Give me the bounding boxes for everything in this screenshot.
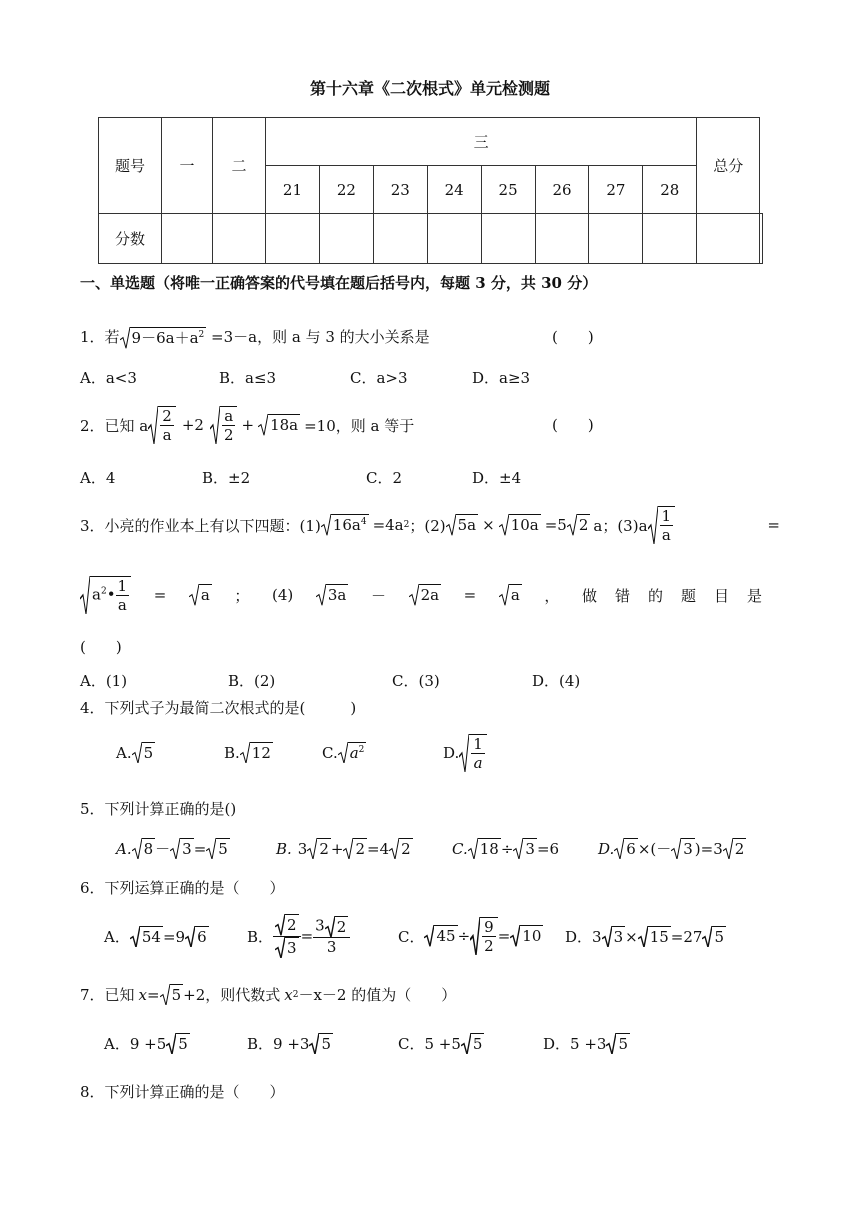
radical: $9-6a+a^2$ bbox=[120, 327, 207, 348]
option-b: B. 12 bbox=[224, 743, 271, 762]
question-6: 6．下列运算正确的是（ ） bbox=[80, 879, 285, 897]
option-d: D．(4) bbox=[532, 672, 581, 690]
option-c: C. $a^2$ bbox=[322, 743, 365, 762]
radical: $\frac{a}{2}$ bbox=[210, 406, 238, 444]
answer-paren: ( ) bbox=[80, 638, 122, 656]
sub-col: 22 bbox=[319, 166, 373, 214]
section-heading: 一、单选题（将唯一正确答案的代号填在题后括号内，每题 3 分，共 30 分） bbox=[80, 274, 598, 292]
score-cell[interactable] bbox=[697, 214, 760, 264]
option-b: B．(2) bbox=[228, 672, 276, 690]
option-c: C．a>3 bbox=[350, 369, 408, 387]
radical: 18a bbox=[258, 414, 300, 435]
answer-paren: ( ) bbox=[552, 328, 594, 346]
sub-col: 28 bbox=[643, 166, 697, 214]
question-4: 4．下列式子为最简二次根式的是( ) bbox=[80, 699, 357, 717]
option-a: A. 5 bbox=[116, 743, 154, 762]
option-a: A．9 +5 5 bbox=[104, 1035, 188, 1054]
sub-col: 26 bbox=[535, 166, 589, 214]
option-a: A． 54 =9 6 bbox=[104, 927, 207, 947]
option-c: C．5 +5 5 bbox=[398, 1035, 483, 1054]
option-b: B. 3 2 + 2 =4 2 bbox=[276, 839, 411, 858]
sub-col: 24 bbox=[427, 166, 481, 214]
score-cell[interactable] bbox=[760, 214, 763, 264]
question-3-line2: $a^2•$ $\frac{1}{a}$ = a ； (4) 3a － 2a = a ， 做错的题目是 bbox=[80, 570, 780, 620]
question-5: 5．下列计算正确的是() bbox=[80, 800, 237, 818]
q1-text: =3－a，则 a 与 3 的大小关系是 bbox=[211, 328, 430, 346]
question-8: 8．下列计算正确的是（ ） bbox=[80, 1083, 285, 1101]
option-a: A．4 bbox=[80, 469, 116, 487]
page-title: 第十六章《二次根式》单元检测题 bbox=[309, 79, 550, 98]
sub-col: 25 bbox=[481, 166, 535, 214]
sub-col: 21 bbox=[266, 166, 320, 214]
question-7: 7．已知 x = 5 +2，则代数式 x 2 －x－2 的值为（ ） bbox=[80, 985, 457, 1005]
score-cell[interactable] bbox=[213, 214, 266, 264]
sub-col: 27 bbox=[589, 166, 643, 214]
option-a: A．a<3 bbox=[80, 369, 137, 387]
answer-paren: ( ) bbox=[552, 416, 594, 434]
score-cell[interactable] bbox=[373, 214, 427, 264]
option-d: D．a≥3 bbox=[472, 369, 531, 387]
question-2: 2．已知 a $\frac{2}{a}$ +2 $\frac{a}{2}$ + 18a =10，则 a 等于 bbox=[80, 407, 415, 444]
row-label: 分数 bbox=[99, 214, 162, 264]
score-cell[interactable] bbox=[589, 214, 643, 264]
option-b: B．9 +3 5 bbox=[247, 1035, 331, 1054]
option-d: D．±4 bbox=[472, 469, 522, 487]
q1-prefix: 1．若 bbox=[80, 328, 120, 346]
question-3: 3．小亮的作业本上有以下四题：(1) $16a^4$ =4a 2 ；(2) 5a × 10a =5 2 a；(3)a $\frac{1}{a}$ = bbox=[80, 507, 780, 544]
col-1: 一 bbox=[162, 118, 213, 214]
option-c: C．(3) bbox=[392, 672, 440, 690]
option-d: D．3 3 × 15 =27 5 bbox=[565, 927, 724, 947]
score-cell[interactable] bbox=[535, 214, 589, 264]
score-cell[interactable] bbox=[643, 214, 697, 264]
option-a: A. 8 － 3 = 5 bbox=[116, 839, 228, 859]
option-c: C. 18 ÷ 3 =6 bbox=[452, 839, 560, 858]
col-2: 二 bbox=[213, 118, 266, 214]
option-d: D. 6 ×(－ 3 )=3 2 bbox=[598, 839, 745, 859]
score-cell[interactable] bbox=[162, 214, 213, 264]
option-b: B． $\frac{2}{3}$ = 3 2 3 bbox=[247, 914, 350, 958]
option-b: B．±2 bbox=[202, 469, 251, 487]
score-cell[interactable] bbox=[319, 214, 373, 264]
sub-col: 23 bbox=[373, 166, 427, 214]
radical: $\frac{2}{a}$ bbox=[148, 406, 176, 444]
option-d: D．5 +3 5 bbox=[543, 1035, 628, 1054]
total-label: 总分 bbox=[697, 118, 760, 214]
score-cell[interactable] bbox=[481, 214, 535, 264]
question-1 bbox=[80, 326, 430, 349]
option-b: B．a≤3 bbox=[219, 369, 277, 387]
option-a: A．(1) bbox=[80, 672, 128, 690]
col-3: 三 bbox=[266, 118, 697, 166]
header-label: 题号 bbox=[99, 118, 162, 214]
option-c: C．2 bbox=[366, 469, 403, 487]
score-cell[interactable] bbox=[427, 214, 481, 264]
score-cell[interactable] bbox=[266, 214, 320, 264]
option-c: C． 45 ÷ $\frac{9}{2}$ = 10 bbox=[398, 918, 542, 955]
score-table bbox=[98, 117, 763, 264]
option-d: D. $\frac{1}{a}$ bbox=[443, 728, 487, 778]
